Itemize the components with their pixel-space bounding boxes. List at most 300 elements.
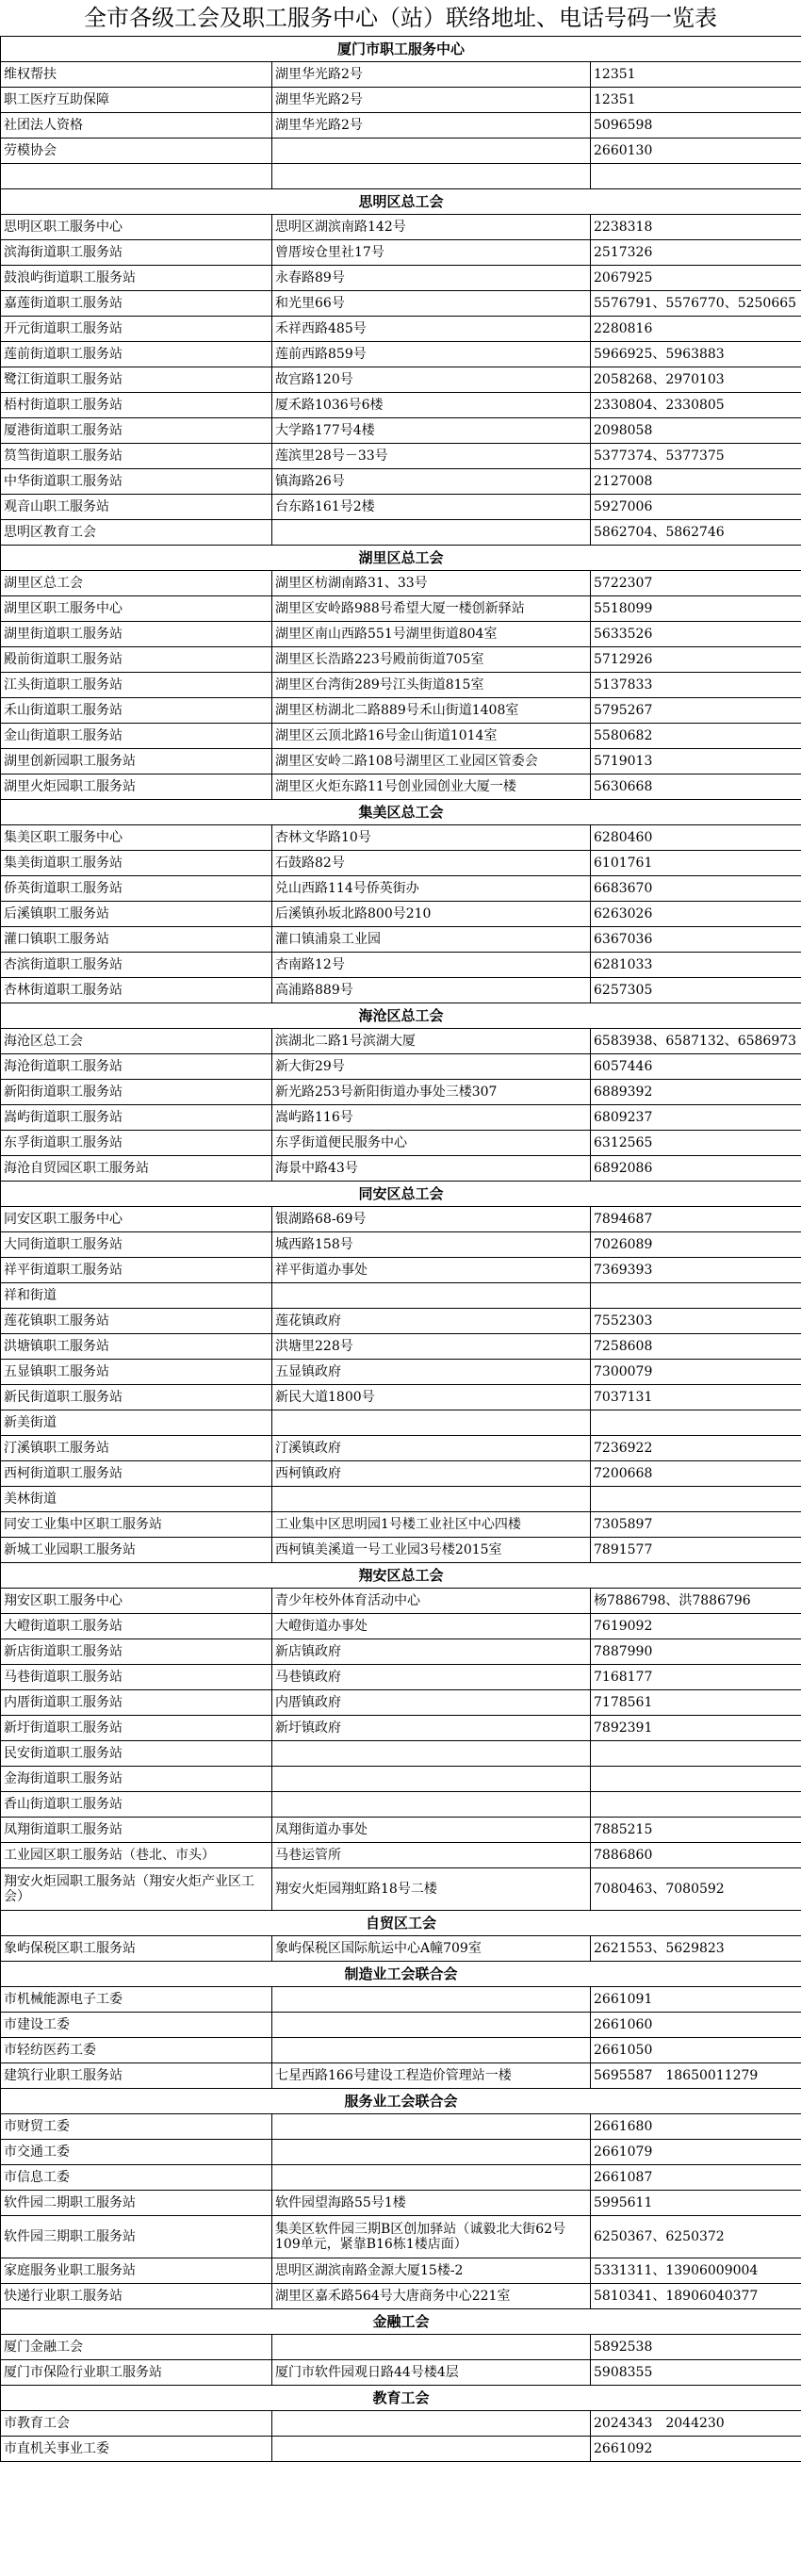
unit-name: 工业园区职工服务站（巷北、市头） [1, 1843, 272, 1868]
unit-phone: 2661680 [591, 2114, 801, 2140]
unit-name: 西柯街道职工服务站 [1, 1461, 272, 1487]
unit-address [272, 1487, 591, 1512]
unit-address: 马巷镇政府 [272, 1665, 591, 1690]
unit-phone: 2517326 [591, 240, 801, 266]
unit-phone: 6892086 [591, 1156, 801, 1182]
table-row [1, 698, 801, 724]
unit-address: 湖里华光路2号 [272, 113, 591, 139]
table-row [1, 1105, 801, 1131]
unit-name: 筼筜街道职工服务站 [1, 444, 272, 469]
unit-address [272, 2437, 591, 2462]
unit-phone: 5892538 [591, 2335, 801, 2360]
table-row [1, 673, 801, 698]
table-row [1, 953, 801, 978]
table-row [1, 1936, 801, 1962]
table-row [1, 495, 801, 520]
section-title: 同安区总工会 [1, 1182, 801, 1207]
unit-name: 软件园二期职工服务站 [1, 2191, 272, 2216]
table-row [1, 596, 801, 622]
unit-name: 湖里区职工服务中心 [1, 596, 272, 622]
table-row [1, 342, 801, 367]
unit-address: 象屿保税区国际航运中心A幢709室 [272, 1936, 591, 1962]
table-row [1, 2335, 801, 2360]
unit-phone: 5695587 18650011279 [591, 2063, 801, 2089]
table-row [1, 1792, 801, 1818]
unit-phone: 2661079 [591, 2140, 801, 2165]
unit-phone: 6583938、6587132、6586973 [591, 1029, 801, 1054]
unit-address: 新店镇政府 [272, 1639, 591, 1665]
table-row [1, 2114, 801, 2140]
unit-address [272, 2411, 591, 2437]
unit-address: 湖里区枋湖南路31、33号 [272, 571, 591, 596]
section-header-row [1, 546, 801, 571]
table-row [1, 1716, 801, 1741]
table-row [1, 2437, 801, 2462]
unit-phone [591, 1487, 801, 1512]
unit-phone: 7168177 [591, 1665, 801, 1690]
unit-phone: 2127008 [591, 469, 801, 495]
unit-phone [591, 1767, 801, 1792]
unit-address: 洪塘里228号 [272, 1334, 591, 1360]
unit-name: 新店街道职工服务站 [1, 1639, 272, 1665]
unit-address: 祥平街道办事处 [272, 1258, 591, 1283]
unit-phone: 2661050 [591, 2038, 801, 2063]
unit-phone: 7178561 [591, 1690, 801, 1716]
section-title: 教育工会 [1, 2386, 801, 2411]
unit-name: 集美区职工服务中心 [1, 825, 272, 851]
unit-name [1, 164, 272, 189]
unit-address [272, 2114, 591, 2140]
contact-table-body [1, 37, 801, 2462]
unit-address: 湖里区安岭二路108号湖里区工业园区管委会 [272, 749, 591, 774]
table-row [1, 139, 801, 164]
unit-address [272, 1741, 591, 1767]
unit-name: 市财贸工委 [1, 2114, 272, 2140]
unit-phone: 6312565 [591, 1131, 801, 1156]
unit-name: 马巷街道职工服务站 [1, 1665, 272, 1690]
unit-address [272, 1792, 591, 1818]
unit-address: 凤翔街道办事处 [272, 1818, 591, 1843]
unit-address [272, 1987, 591, 2013]
table-row [1, 1690, 801, 1716]
table-row [1, 1538, 801, 1563]
section-title: 制造业工会联合会 [1, 1962, 801, 1987]
unit-address: 五显镇政府 [272, 1360, 591, 1385]
section-title: 自贸区工会 [1, 1911, 801, 1936]
section-header-row [1, 1182, 801, 1207]
section-header-row [1, 1563, 801, 1589]
section-header-row [1, 37, 801, 62]
unit-name: 市轻纺医药工委 [1, 2038, 272, 2063]
unit-address: 湖里区南山西路551号湖里街道804室 [272, 622, 591, 647]
table-row [1, 164, 801, 189]
unit-name: 新圩街道职工服务站 [1, 1716, 272, 1741]
unit-phone: 5633526 [591, 622, 801, 647]
table-row [1, 647, 801, 673]
unit-address: 台东路161号2楼 [272, 495, 591, 520]
unit-address: 湖里区火炬东路11号创业园创业大厦一楼 [272, 774, 591, 800]
unit-name: 象屿保税区职工服务站 [1, 1936, 272, 1962]
table-row [1, 927, 801, 953]
table-row [1, 1639, 801, 1665]
unit-address: 湖里华光路2号 [272, 88, 591, 113]
table-row [1, 1987, 801, 2013]
unit-phone: 7885215 [591, 1818, 801, 1843]
unit-address: 高浦路889号 [272, 978, 591, 1003]
unit-address: 莲前西路859号 [272, 342, 591, 367]
unit-phone: 7894687 [591, 1207, 801, 1232]
unit-name: 海沧区总工会 [1, 1029, 272, 1054]
unit-name: 厦港街道职工服务站 [1, 418, 272, 444]
table-row [1, 825, 801, 851]
table-row [1, 2360, 801, 2386]
unit-name: 开元街道职工服务站 [1, 317, 272, 342]
unit-phone: 6101761 [591, 851, 801, 876]
page-title: 全市各级工会及职工服务中心（站）联络地址、电话号码一览表 [84, 5, 717, 31]
unit-phone: 杨7886798、洪7886796 [591, 1589, 801, 1614]
unit-phone: 6057446 [591, 1054, 801, 1080]
table-row [1, 317, 801, 342]
unit-address: 软件园望海路55号1楼 [272, 2191, 591, 2216]
table-row [1, 851, 801, 876]
unit-phone: 5908355 [591, 2360, 801, 2386]
table-row [1, 240, 801, 266]
unit-name: 江头街道职工服务站 [1, 673, 272, 698]
table-row [1, 1054, 801, 1080]
unit-address: 厦门市软件园观日路44号楼4层 [272, 2360, 591, 2386]
table-row [1, 367, 801, 393]
unit-phone: 2661091 [591, 1987, 801, 2013]
unit-address: 湖里区嘉禾路564号大唐商务中心221室 [272, 2284, 591, 2309]
table-row [1, 1487, 801, 1512]
unit-name: 东孚街道职工服务站 [1, 1131, 272, 1156]
unit-name: 海沧自贸园区职工服务站 [1, 1156, 272, 1182]
unit-name: 凤翔街道职工服务站 [1, 1818, 272, 1843]
unit-address: 禾祥西路485号 [272, 317, 591, 342]
unit-phone: 7080463、7080592 [591, 1868, 801, 1911]
unit-address: 西柯镇政府 [272, 1461, 591, 1487]
unit-name: 湖里区总工会 [1, 571, 272, 596]
section-title: 翔安区总工会 [1, 1563, 801, 1589]
unit-name: 鹭江街道职工服务站 [1, 367, 272, 393]
unit-address [272, 2165, 591, 2191]
table-row [1, 444, 801, 469]
table-row [1, 2191, 801, 2216]
unit-name: 市建设工委 [1, 2013, 272, 2038]
unit-name: 市机械能源电子工委 [1, 1987, 272, 2013]
unit-address: 永春路89号 [272, 266, 591, 291]
unit-address: 马巷运管所 [272, 1843, 591, 1868]
unit-phone: 6281033 [591, 953, 801, 978]
table-row [1, 2140, 801, 2165]
unit-name: 民安街道职工服务站 [1, 1741, 272, 1767]
unit-address: 杏林文华路10号 [272, 825, 591, 851]
table-row [1, 1283, 801, 1309]
unit-address: 工业集中区思明园1号楼工业社区中心四楼 [272, 1512, 591, 1538]
table-row [1, 1589, 801, 1614]
unit-address: 兑山西路114号侨英街办 [272, 876, 591, 902]
unit-phone [591, 164, 801, 189]
unit-address [272, 139, 591, 164]
unit-phone: 7236922 [591, 1436, 801, 1461]
unit-name: 建筑行业职工服务站 [1, 2063, 272, 2089]
unit-name: 香山街道职工服务站 [1, 1792, 272, 1818]
unit-phone: 5630668 [591, 774, 801, 800]
unit-phone: 12351 [591, 88, 801, 113]
table-row [1, 1512, 801, 1538]
unit-address: 城西路158号 [272, 1232, 591, 1258]
unit-name: 观音山职工服务站 [1, 495, 272, 520]
unit-name: 新阳街道职工服务站 [1, 1080, 272, 1105]
unit-name: 厦门市保险行业职工服务站 [1, 2360, 272, 2386]
unit-name: 嘉莲街道职工服务站 [1, 291, 272, 317]
unit-name: 莲花镇职工服务站 [1, 1309, 272, 1334]
unit-name: 软件园三期职工服务站 [1, 2216, 272, 2258]
unit-name: 灌口镇职工服务站 [1, 927, 272, 953]
unit-phone: 2660130 [591, 139, 801, 164]
table-row [1, 520, 801, 546]
unit-name: 莲前街道职工服务站 [1, 342, 272, 367]
table-row [1, 469, 801, 495]
unit-name: 快递行业职工服务站 [1, 2284, 272, 2309]
unit-phone: 7026089 [591, 1232, 801, 1258]
unit-name: 湖里创新园职工服务站 [1, 749, 272, 774]
table-row [1, 1410, 801, 1436]
unit-name: 思明区职工服务中心 [1, 215, 272, 240]
unit-name: 嵩屿街道职工服务站 [1, 1105, 272, 1131]
unit-name: 梧村街道职工服务站 [1, 393, 272, 418]
unit-address: 和光里66号 [272, 291, 591, 317]
table-row [1, 1029, 801, 1054]
unit-address: 湖里区云顶北路16号金山街道1014室 [272, 724, 591, 749]
unit-name: 大嶝街道职工服务站 [1, 1614, 272, 1639]
unit-phone: 5795267 [591, 698, 801, 724]
unit-phone: 5580682 [591, 724, 801, 749]
table-row [1, 902, 801, 927]
table-row [1, 62, 801, 88]
section-title: 湖里区总工会 [1, 546, 801, 571]
unit-phone: 7619092 [591, 1614, 801, 1639]
unit-phone: 2238318 [591, 215, 801, 240]
unit-address: 海景中路43号 [272, 1156, 591, 1182]
unit-address: 曾厝垵仓里社17号 [272, 240, 591, 266]
unit-name: 家庭服务业职工服务站 [1, 2258, 272, 2284]
unit-address [272, 1410, 591, 1436]
contact-table [0, 36, 801, 2462]
unit-phone [591, 1741, 801, 1767]
unit-address: 嵩屿路116号 [272, 1105, 591, 1131]
section-header-row [1, 189, 801, 215]
unit-name: 同安工业集中区职工服务站 [1, 1512, 272, 1538]
unit-phone: 5096598 [591, 113, 801, 139]
unit-phone: 7305897 [591, 1512, 801, 1538]
unit-address: 故宫路120号 [272, 367, 591, 393]
unit-phone: 6263026 [591, 902, 801, 927]
unit-address: 石鼓路82号 [272, 851, 591, 876]
unit-name: 后溪镇职工服务站 [1, 902, 272, 927]
unit-phone: 5719013 [591, 749, 801, 774]
unit-address [272, 2038, 591, 2063]
section-title: 思明区总工会 [1, 189, 801, 215]
unit-address: 思明区湖滨南路142号 [272, 215, 591, 240]
unit-address: 银湖路68-69号 [272, 1207, 591, 1232]
unit-name: 翔安区职工服务中心 [1, 1589, 272, 1614]
table-row [1, 2165, 801, 2191]
unit-name: 美林街道 [1, 1487, 272, 1512]
unit-address: 七星西路166号建设工程造价管理站一楼 [272, 2063, 591, 2089]
unit-phone: 6250367、6250372 [591, 2216, 801, 2258]
unit-name: 市交通工委 [1, 2140, 272, 2165]
table-row [1, 1309, 801, 1334]
unit-phone: 7886860 [591, 1843, 801, 1868]
unit-address: 镇海路26号 [272, 469, 591, 495]
unit-phone: 2067925 [591, 266, 801, 291]
table-row [1, 1207, 801, 1232]
unit-address: 厦禾路1036号6楼 [272, 393, 591, 418]
unit-phone: 5377374、5377375 [591, 444, 801, 469]
unit-phone: 2024343 2044230 [591, 2411, 801, 2437]
table-row [1, 2038, 801, 2063]
unit-name: 新城工业园职工服务站 [1, 1538, 272, 1563]
unit-phone: 5518099 [591, 596, 801, 622]
table-row [1, 1741, 801, 1767]
section-title: 厦门市职工服务中心 [1, 37, 801, 62]
unit-phone: 7369393 [591, 1258, 801, 1283]
unit-name: 金海街道职工服务站 [1, 1767, 272, 1792]
unit-name: 湖里火炬园职工服务站 [1, 774, 272, 800]
unit-phone: 6809237 [591, 1105, 801, 1131]
unit-name: 思明区教育工会 [1, 520, 272, 546]
unit-address: 新民大道1800号 [272, 1385, 591, 1410]
unit-address [272, 1767, 591, 1792]
table-row [1, 88, 801, 113]
unit-address: 灌口镇浦泉工业园 [272, 927, 591, 953]
unit-phone: 2058268、2970103 [591, 367, 801, 393]
unit-name: 职工医疗互助保障 [1, 88, 272, 113]
unit-address: 湖里区枋湖北二路889号禾山街道1408室 [272, 698, 591, 724]
unit-name: 集美街道职工服务站 [1, 851, 272, 876]
table-row [1, 1767, 801, 1792]
unit-address: 新圩镇政府 [272, 1716, 591, 1741]
table-row [1, 1614, 801, 1639]
table-row [1, 291, 801, 317]
unit-phone: 5576791、5576770、5250665 [591, 291, 801, 317]
unit-address [272, 520, 591, 546]
unit-name: 祥平街道职工服务站 [1, 1258, 272, 1283]
section-title: 服务业工会联合会 [1, 2089, 801, 2114]
table-row [1, 2216, 801, 2258]
unit-phone: 7887990 [591, 1639, 801, 1665]
section-title: 集美区总工会 [1, 800, 801, 825]
table-row [1, 724, 801, 749]
unit-address: 新大街29号 [272, 1054, 591, 1080]
section-header-row [1, 1911, 801, 1936]
unit-phone [591, 1283, 801, 1309]
unit-phone: 12351 [591, 62, 801, 88]
unit-name: 祥和街道 [1, 1283, 272, 1309]
table-row [1, 1461, 801, 1487]
unit-name: 鼓浪屿街道职工服务站 [1, 266, 272, 291]
unit-address: 后溪镇孙坂北路800号210 [272, 902, 591, 927]
unit-address: 莲花镇政府 [272, 1309, 591, 1334]
table-row [1, 113, 801, 139]
unit-name: 内厝街道职工服务站 [1, 1690, 272, 1716]
section-header-row [1, 1962, 801, 1987]
unit-address [272, 2013, 591, 2038]
table-row [1, 1843, 801, 1868]
section-header-row [1, 1003, 801, 1029]
unit-address: 集美区软件园三期B区创加驿站（诚毅北大街62号109单元，紧靠B16栋1楼店面） [272, 2216, 591, 2258]
table-row [1, 2063, 801, 2089]
unit-name: 新美街道 [1, 1410, 272, 1436]
unit-address: 湖里区长浩路223号殿前街道705室 [272, 647, 591, 673]
table-row [1, 2284, 801, 2309]
unit-name: 社团法人资格 [1, 113, 272, 139]
unit-address [272, 1283, 591, 1309]
unit-name: 中华街道职工服务站 [1, 469, 272, 495]
unit-address: 汀溪镇政府 [272, 1436, 591, 1461]
unit-phone: 5810341、18906040377 [591, 2284, 801, 2309]
unit-phone: 7891577 [591, 1538, 801, 1563]
table-row [1, 393, 801, 418]
unit-phone: 2280816 [591, 317, 801, 342]
unit-phone: 5331311、13906009004 [591, 2258, 801, 2284]
unit-address: 大嶝街道办事处 [272, 1614, 591, 1639]
table-row [1, 1080, 801, 1105]
unit-name: 殿前街道职工服务站 [1, 647, 272, 673]
table-row [1, 215, 801, 240]
unit-address [272, 164, 591, 189]
unit-name: 市信息工委 [1, 2165, 272, 2191]
table-row [1, 1334, 801, 1360]
table-row [1, 774, 801, 800]
table-row [1, 571, 801, 596]
unit-phone: 5927006 [591, 495, 801, 520]
unit-address: 湖里区台湾街289号江头街道815室 [272, 673, 591, 698]
unit-address: 莲滨里28号－33号 [272, 444, 591, 469]
table-row [1, 1868, 801, 1911]
section-header-row [1, 2386, 801, 2411]
unit-address: 大学路177号4楼 [272, 418, 591, 444]
table-row [1, 876, 801, 902]
unit-name: 翔安火炬园职工服务站（翔安火炬产业区工会） [1, 1868, 272, 1911]
unit-name: 金山街道职工服务站 [1, 724, 272, 749]
unit-address: 翔安火炬园翔虹路18号二楼 [272, 1868, 591, 1911]
unit-phone: 7258608 [591, 1334, 801, 1360]
table-row [1, 2411, 801, 2437]
unit-phone: 2661087 [591, 2165, 801, 2191]
unit-name: 海沧街道职工服务站 [1, 1054, 272, 1080]
section-header-row [1, 2309, 801, 2335]
unit-address: 内厝镇政府 [272, 1690, 591, 1716]
unit-phone: 5966925、5963883 [591, 342, 801, 367]
unit-phone: 7200668 [591, 1461, 801, 1487]
unit-address [272, 2140, 591, 2165]
unit-phone [591, 1410, 801, 1436]
table-row [1, 2013, 801, 2038]
unit-phone: 7300079 [591, 1360, 801, 1385]
unit-name: 禾山街道职工服务站 [1, 698, 272, 724]
unit-address: 滨湖北二路1号滨湖大厦 [272, 1029, 591, 1054]
unit-name: 五显镇职工服务站 [1, 1360, 272, 1385]
unit-name: 市直机关事业工委 [1, 2437, 272, 2462]
table-row [1, 1156, 801, 1182]
unit-name: 劳模协会 [1, 139, 272, 164]
table-row [1, 622, 801, 647]
unit-phone: 5862704、5862746 [591, 520, 801, 546]
unit-address: 东孚街道便民服务中心 [272, 1131, 591, 1156]
unit-phone: 5712926 [591, 647, 801, 673]
